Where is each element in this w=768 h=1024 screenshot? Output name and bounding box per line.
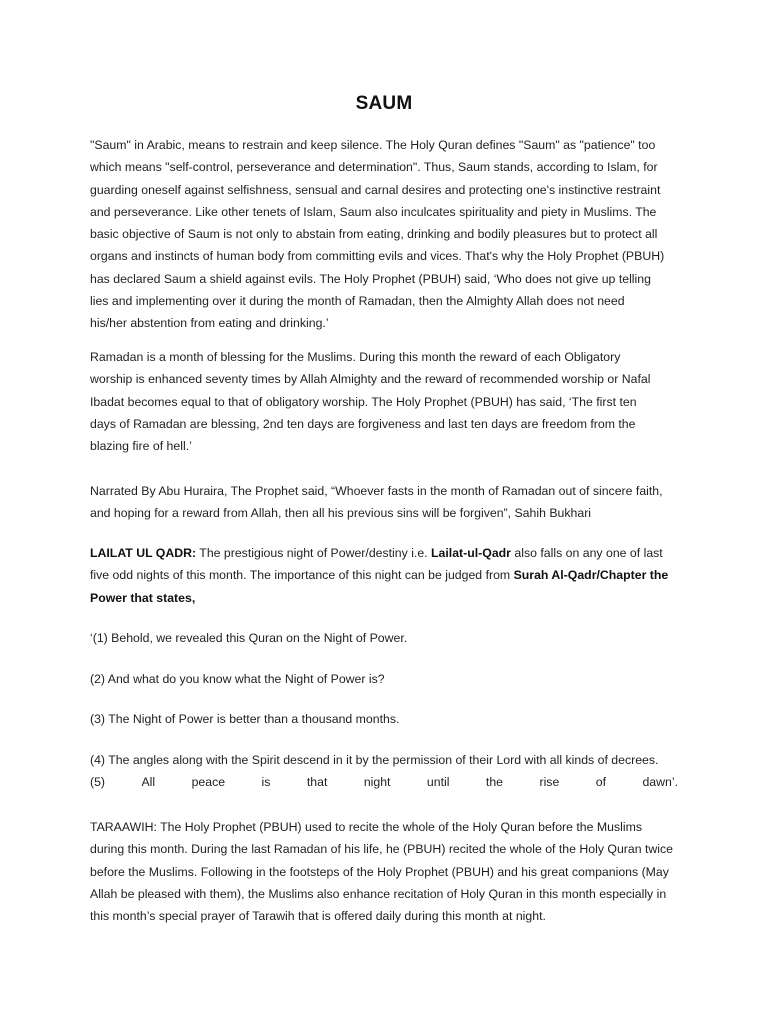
- verse-1: [90, 627, 678, 649]
- verse-2: [90, 668, 678, 690]
- inline-bold-term: Power that states,: [90, 590, 196, 605]
- text-line: which means "self-control, perseverance and determination". Thus, Saum stands, according to Islam, for: [90, 160, 658, 175]
- text-line: Ibadat becomes equal to that of obligatory worship. The Holy Prophet (PBUH) has said, ‘The first ten: [90, 394, 637, 409]
- text-line: and perseverance. Like other tenets of Islam, Saum also inculcates spirituality and piety in Muslims. The: [90, 204, 657, 219]
- word: night: [363, 775, 391, 790]
- text-line: days of Ramadan are blessing, 2nd ten days are forgiveness and last ten days are freedom from the: [90, 416, 636, 431]
- text-line: [90, 587, 678, 609]
- section-heading-lailat: LAILAT UL QADR:: [90, 546, 197, 560]
- text-line: Narrated By Abu Huraira, The Prophet said, “Whoever fasts in the month of Ramadan out of sincere faith,: [90, 484, 663, 498]
- text-line: [90, 542, 678, 564]
- verse-4-5: [90, 749, 678, 794]
- text-line: has declared Saum a shield against evils. The Holy Prophet (PBUH) said, ‘Who does not give up telling: [90, 271, 651, 286]
- inline-bold-term: Lailat-ul-Qadr: [431, 546, 511, 560]
- text-line: [90, 564, 678, 586]
- paragraph-lailat-ul-qadr: [90, 542, 678, 609]
- text-line: lies and implementing over it during the month of Ramadan, then the Almighty Allah does not need: [90, 294, 625, 309]
- text-line: guarding oneself against selfishness, sensual and carnal desires and protecting one's instinctive restraint: [90, 182, 661, 197]
- word: (5): [90, 775, 106, 790]
- word: the: [485, 775, 504, 790]
- text-line: Ramadan is a month of blessing for the Muslims. During this month the reward of each Obligatory: [90, 350, 621, 364]
- text-line: TARAAWIH: The Holy Prophet (PBUH) used to recite the whole of the Holy Quran before the Muslims: [90, 820, 642, 834]
- paragraph-saum-definition: [90, 134, 678, 335]
- word: All: [141, 775, 156, 790]
- word: until: [426, 775, 450, 790]
- text-line: ‘(1) Behold, we revealed this Quran on the Night of Power.: [90, 631, 408, 645]
- verse-3: [90, 708, 678, 730]
- inline-text: also falls on any one of last: [510, 546, 663, 560]
- inline-text: The prestigious night of Power/destiny i.e.: [196, 546, 432, 560]
- text-line: blazing fire of hell.’: [90, 439, 192, 454]
- document-title: SAUM: [355, 93, 413, 114]
- text-line: during this month. During the last Ramadan of his life, he (PBUH) recited the whole of the Holy Quran twice: [90, 842, 674, 857]
- inline-text: five odd nights of this month. The importance of this night can be judged from: [90, 568, 514, 583]
- word: of: [595, 775, 606, 790]
- text-line: this month’s special prayer of Tarawih that is offered daily during this month at night.: [90, 909, 546, 924]
- inline-bold-term: Surah Al-Qadr/Chapter the: [513, 568, 669, 583]
- paragraph-taraawih: [90, 816, 678, 927]
- word: dawn’.: [642, 775, 678, 790]
- word: rise: [539, 775, 560, 790]
- text-line: Allah be pleased with them), the Muslims also enhance recitation of Holy Quran in this month especially in: [90, 886, 667, 901]
- text-line: basic objective of Saum is not only to abstain from eating, drinking and bodily pleasures but to protect all: [90, 227, 658, 242]
- text-line: before the Muslims. Following in the footsteps of the Holy Prophet (PBUH) and his great companions (May: [90, 864, 669, 879]
- text-line: his/her abstention from eating and drinking.’: [90, 316, 329, 331]
- text-line: "Saum" in Arabic, means to restrain and keep silence. The Holy Quran defines "Saum" as "patience" too: [90, 138, 656, 152]
- text-line: (4) The angles along with the Spirit descend in it by the permission of their Lord with all kinds of decrees.: [90, 753, 659, 767]
- text-line: (3) The Night of Power is better than a thousand months.: [90, 712, 400, 726]
- paragraph-ramadan-blessing: [90, 346, 678, 457]
- word: that: [306, 775, 328, 790]
- word: is: [261, 775, 271, 790]
- text-line: (2) And what do you know what the Night of Power is?: [90, 672, 385, 686]
- text-line: worship is enhanced seventy times by Allah Almighty and the reward of recommended worship or Nafal: [90, 372, 651, 387]
- word: peace: [191, 775, 226, 790]
- text-line: and hoping for a reward from Allah, then all his previous sins will be forgiven”, Sahih Bukhari: [90, 506, 592, 521]
- paragraph-hadith: [90, 480, 678, 525]
- text-line: organs and instincts of human body from committing evils and vices. That's why the Holy Prophet (PBUH): [90, 249, 665, 264]
- text-line-justified: [90, 771, 678, 793]
